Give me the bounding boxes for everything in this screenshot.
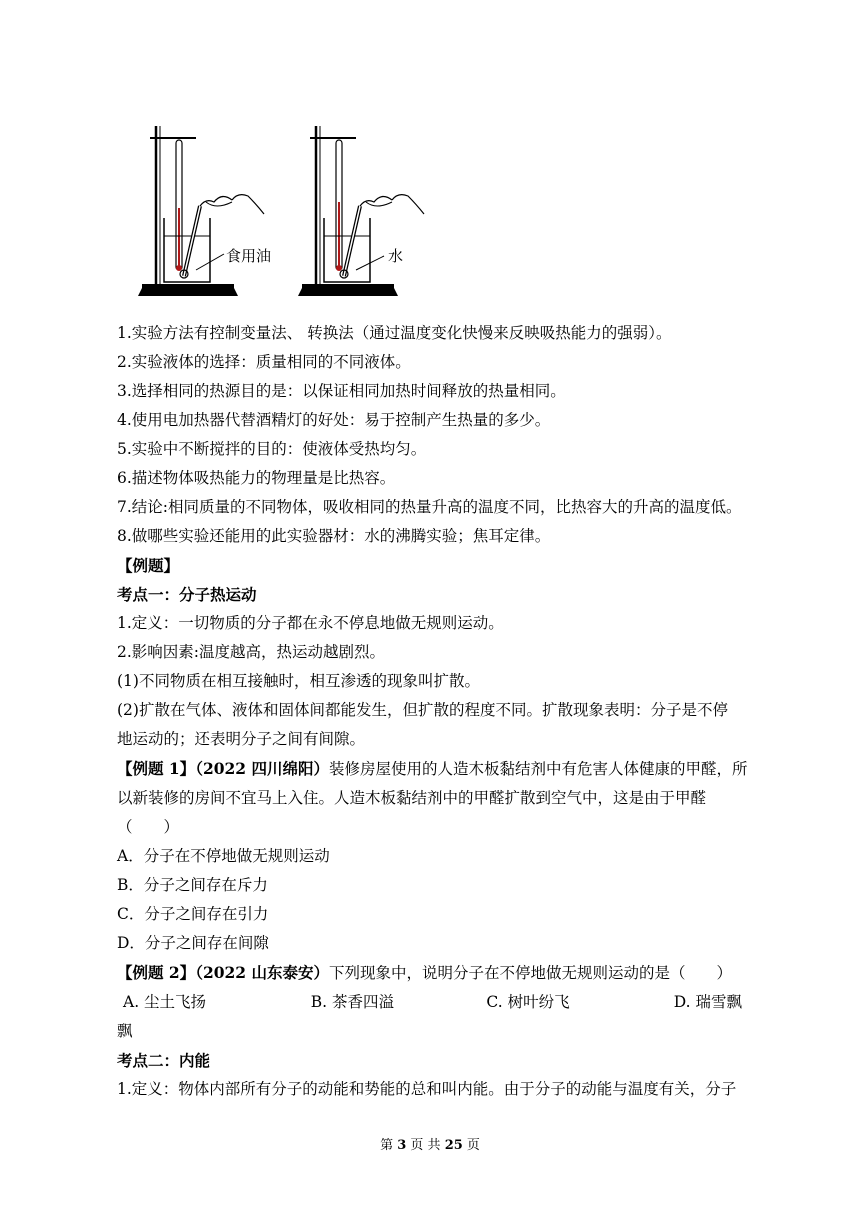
point-4: 4.使用电加热器代替酒精灯的好处：易于控制产生热量的多少。: [117, 411, 551, 429]
kp1-sub2-line1: (2)扩散在气体、液体和固体间都能发生，但扩散的程度不同。扩散现象表明：分子是不停: [117, 701, 728, 719]
example-1-source: （2022 四川绵阳）: [195, 759, 329, 778]
example-2-options: [117, 988, 742, 1017]
footer-middle: 页 共: [410, 1138, 441, 1153]
footer-page-number: 3: [397, 1138, 407, 1153]
example-1-tag: 【例题 1】: [117, 759, 196, 778]
example-2-question: 下列现象中，说明分子在不停地做无规则运动的是（ ）: [328, 964, 732, 982]
section-heading-example: 【例题】: [117, 556, 180, 575]
point-6: 6.描述物体吸热能力的物理量是比热容。: [117, 469, 396, 487]
footer-total-pages: 25: [444, 1138, 463, 1153]
kp2-definition: 1.定义：物体内部所有分子的动能和势能的总和叫内能。由于分子的动能与温度有关，分子: [117, 1080, 737, 1098]
point-1: 1.实验方法有控制变量法、 转换法（通过温度变化快慢来反映吸热能力的强弱）。: [117, 324, 672, 342]
kp1-sub2-line2: 地运动的；还表明分子之间有间隙。: [117, 730, 366, 748]
example-2-line1: [117, 958, 742, 988]
left-apparatus: [138, 126, 264, 296]
example-2-option-c: C. 树叶纷飞: [486, 993, 570, 1011]
footer-prefix: 第: [380, 1138, 394, 1153]
footer-suffix: 页: [466, 1138, 480, 1153]
example-2-option-a: A. 尘土飞扬: [123, 993, 207, 1011]
example-1-line1: [117, 754, 748, 784]
figure-label-water: 水: [388, 247, 404, 265]
right-apparatus: [298, 126, 424, 296]
example-2-option-b: B. 茶香四溢: [310, 993, 394, 1011]
point-5: 5.实验中不断搅拌的目的：使液体受热均匀。: [117, 440, 427, 458]
kp1-definition: 1.定义：一切物质的分子都在永不停息地做无规则运动。: [117, 614, 504, 632]
example-1-option-a: A．分子在不停地做无规则运动: [117, 847, 330, 865]
point-7: 7.结论:相同质量的不同物体，吸收相同的热量升高的温度不同，比热容大的升高的温度低。: [117, 498, 742, 516]
beaker-apparatus-illustration: [136, 118, 436, 308]
example-1-line2: 以新装修的房间不宜马上入住。人造木板黏结剂中的甲醛扩散到空气中，这是由于甲醛: [117, 789, 707, 807]
document-body: [117, 319, 748, 1104]
kp1-title: 考点一：分子热运动: [117, 585, 257, 604]
kp1-sub1: (1)不同物质在相互接触时，相互渗透的现象叫扩散。: [117, 672, 480, 690]
example-1-option-b: B．分子之间存在斥力: [117, 876, 268, 894]
kp1-factor: 2.影响因素:温度越高，热运动越剧烈。: [117, 643, 386, 661]
example-1-option-d: D．分子之间存在间隙: [117, 934, 269, 952]
example-2-source: （2022 山东泰安）: [195, 963, 329, 982]
example-1-line3: （ ）: [117, 818, 180, 836]
experiment-figure: [136, 118, 436, 308]
figure-label-oil: 食用油: [226, 247, 272, 265]
point-3: 3.选择相同的热源目的是：以保证相同加热时间释放的热量相同。: [117, 382, 566, 400]
point-2: 2.实验液体的选择：质量相同的不同液体。: [117, 353, 411, 371]
point-8: 8.做哪些实验还能用的此实验器材：水的沸腾实验；焦耳定律。: [117, 527, 551, 545]
example-1-option-c: C．分子之间存在引力: [117, 905, 269, 923]
example-2-tag: 【例题 2】: [117, 963, 196, 982]
example-2-option-d: D. 瑞雪飘: [673, 993, 743, 1011]
kp2-title: 考点二：内能: [117, 1051, 211, 1070]
example-1-text: 装修房屋使用的人造木板黏结剂中有危害人体健康的甲醛，所: [328, 760, 748, 778]
page-footer: [0, 1134, 860, 1153]
example-2-option-d-wrap: 飘: [117, 1022, 133, 1040]
